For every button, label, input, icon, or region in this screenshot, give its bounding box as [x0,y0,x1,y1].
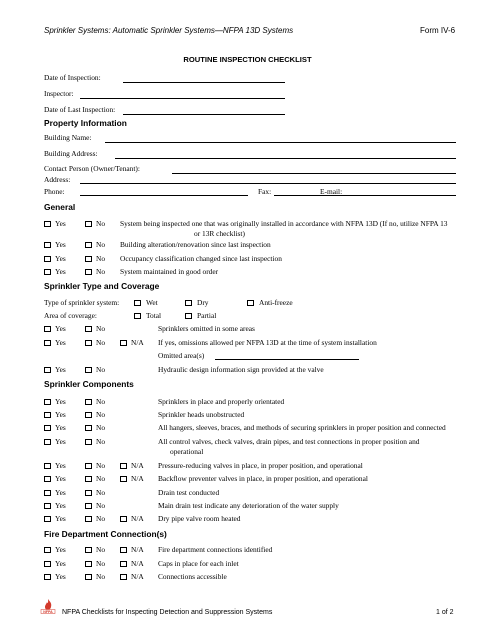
nfpa-logo-text: NFPA [43,609,53,614]
no-checkbox[interactable] [85,256,92,263]
yes-checkbox[interactable] [44,256,51,263]
na-checkbox[interactable] [120,463,127,470]
no-label: No [96,501,106,510]
no-label: No [96,338,106,347]
yes-checkbox[interactable] [44,242,51,249]
no-checkbox[interactable] [85,463,92,470]
yes-checkbox[interactable] [44,399,51,406]
na-label: N/A [131,338,144,347]
no-checkbox[interactable] [85,547,92,554]
item-text: Backflow preventer valves in place, in proper position, and operational [158,474,368,483]
no-checkbox[interactable] [85,574,92,581]
contact-person-field[interactable] [172,173,456,174]
yes-label: Yes [55,437,66,446]
yes-checkbox[interactable] [44,412,51,419]
no-checkbox[interactable] [85,516,92,523]
email-field[interactable] [349,195,456,196]
no-checkbox[interactable] [85,269,92,276]
yes-label: Yes [55,397,66,406]
yes-label: Yes [55,219,66,228]
yes-label: Yes [55,240,66,249]
no-label: No [96,254,106,263]
item-text: Hydraulic design information sign provided at the valve [158,365,324,374]
yes-label: Yes [55,501,66,510]
item-text: Sprinklers in place and properly orientated [158,397,285,406]
phone-label: Phone: [44,187,65,196]
fax-label: Fax: [258,187,272,196]
total-checkbox[interactable] [134,313,141,320]
na-checkbox[interactable] [120,516,127,523]
yes-label: Yes [55,514,66,523]
na-checkbox[interactable] [120,547,127,554]
date-of-last-inspection-label: Date of Last Inspection: [44,105,116,114]
no-checkbox[interactable] [85,412,92,419]
no-label: No [96,240,106,249]
yes-checkbox[interactable] [44,490,51,497]
no-label: No [96,410,106,419]
page-title: ROUTINE INSPECTION CHECKLIST [183,55,312,64]
no-checkbox[interactable] [85,503,92,510]
na-checkbox[interactable] [120,340,127,347]
no-checkbox[interactable] [85,340,92,347]
area-of-coverage-label: Area of coverage: [44,311,97,320]
yes-label: Yes [55,324,66,333]
yes-label: Yes [55,267,66,276]
address-label: Address: [44,175,71,184]
na-checkbox[interactable] [120,574,127,581]
no-label: No [96,219,106,228]
contact-person-label: Contact Person (Owner/Tenant): [44,164,140,173]
yes-label: Yes [55,254,66,263]
no-label: No [96,474,106,483]
yes-label: Yes [55,488,66,497]
yes-checkbox[interactable] [44,439,51,446]
yes-checkbox[interactable] [44,574,51,581]
no-checkbox[interactable] [85,561,92,568]
omitted-areas-label: Omitted area(s) [158,351,205,360]
email-label: E-mail: [320,187,343,196]
yes-checkbox[interactable] [44,463,51,470]
footer-title: NFPA Checklists for Inspecting Detection and Suppression Systems [62,609,273,616]
address-field[interactable] [80,183,456,184]
omitted-areas-field[interactable] [215,359,359,360]
inspector-field[interactable] [80,98,285,99]
dry-label: Dry [197,298,209,307]
item-text: Building alteration/renovation since last inspection [120,240,271,249]
no-label: No [96,423,106,432]
yes-checkbox[interactable] [44,476,51,483]
fdc-heading: Fire Department Connection(s) [44,529,167,539]
no-label: No [96,559,106,568]
item-text: Occupancy classification changed since last inspection [120,254,282,263]
yes-label: Yes [55,545,66,554]
building-name-field[interactable] [105,142,456,143]
yes-checkbox[interactable] [44,367,51,374]
item-text: Connections accessible [158,572,227,581]
yes-checkbox[interactable] [44,326,51,333]
item-text: Sprinklers omitted in some areas [158,324,255,333]
dry-checkbox[interactable] [185,300,192,307]
total-label: Total [146,311,162,320]
building-name-label: Building Name: [44,133,92,142]
no-label: No [96,488,106,497]
no-checkbox[interactable] [85,399,92,406]
na-checkbox[interactable] [120,476,127,483]
building-address-field[interactable] [115,158,456,159]
na-checkbox[interactable] [120,561,127,568]
na-label: N/A [131,572,144,581]
date-of-inspection-label: Date of Inspection: [44,73,101,82]
yes-checkbox[interactable] [44,503,51,510]
item-text: Drain test conducted [158,488,220,497]
no-label: No [96,437,106,446]
yes-label: Yes [55,410,66,419]
yes-checkbox[interactable] [44,269,51,276]
general-heading: General [44,202,76,212]
nfpa-logo [40,598,56,614]
no-checkbox[interactable] [85,326,92,333]
date-of-inspection-field[interactable] [123,82,285,83]
no-checkbox[interactable] [85,439,92,446]
yes-label: Yes [55,559,66,568]
no-checkbox[interactable] [85,490,92,497]
item-text: System maintained in good order [120,267,219,276]
item-text: Dry pipe valve room heated [158,514,241,523]
form-number: Form IV-6 [420,26,456,35]
running-header: Sprinkler Systems: Automatic Sprinkler Systems—NFPA 13D Systems [44,26,294,35]
na-label: N/A [131,514,144,523]
item-text: System being inspected one that was originally installed in accordance with NFPA 13D (If no, utilize NFPA 13 or 13R checklist) [120,219,448,238]
yes-checkbox[interactable] [44,340,51,347]
na-label: N/A [131,474,144,483]
item-text: Sprinkler heads unobstructed [158,410,245,419]
item-text: Caps in place for each inlet [158,559,239,568]
yes-label: Yes [55,423,66,432]
no-checkbox[interactable] [85,367,92,374]
item-text: All hangers, sleeves, braces, and methods of securing sprinklers in proper position and connected [158,423,446,432]
na-label: N/A [131,545,144,554]
yes-label: Yes [55,474,66,483]
no-label: No [96,324,106,333]
components-heading: Sprinkler Components [44,379,134,389]
na-label: N/A [131,461,144,470]
no-label: No [96,461,106,470]
partial-checkbox[interactable] [185,313,192,320]
no-checkbox[interactable] [85,242,92,249]
item-text: If yes, omissions allowed per NFPA 13D at the time of system installation [158,338,377,347]
yes-checkbox[interactable] [44,221,51,228]
item-text: All control valves, check valves, drain pipes, and test connections in proper position and operational [158,437,420,456]
no-label: No [96,514,106,523]
anti-freeze-checkbox[interactable] [247,300,254,307]
yes-checkbox[interactable] [44,561,51,568]
yes-label: Yes [55,572,66,581]
no-label: No [96,545,106,554]
page-number: 1 of 2 [436,609,454,616]
no-label: No [96,365,106,374]
no-label: No [96,397,106,406]
anti-freeze-label: Anti-freeze [259,298,293,307]
no-label: No [96,572,106,581]
no-label: No [96,267,106,276]
wet-checkbox[interactable] [134,300,141,307]
yes-checkbox[interactable] [44,516,51,523]
no-checkbox[interactable] [85,221,92,228]
inspector-label: Inspector: [44,89,74,98]
item-text: Main drain test indicate any deterioration of the water supply [158,501,339,510]
item-text: Fire department connections identified [158,545,273,554]
phone-field[interactable] [80,195,248,196]
no-checkbox[interactable] [85,476,92,483]
partial-label: Partial [197,311,217,320]
item-text: Pressure-reducing valves in place, in proper position, and operational [158,461,363,470]
type-of-system-label: Type of sprinkler system: [44,298,120,307]
yes-label: Yes [55,338,66,347]
type-coverage-heading: Sprinkler Type and Coverage [44,281,160,291]
yes-checkbox[interactable] [44,547,51,554]
building-address-label: Building Address: [44,149,98,158]
yes-label: Yes [55,461,66,470]
wet-label: Wet [146,298,158,307]
no-checkbox[interactable] [85,425,92,432]
na-label: N/A [131,559,144,568]
date-of-last-inspection-field[interactable] [123,114,285,115]
property-information-heading: Property Information [44,118,127,128]
yes-label: Yes [55,365,66,374]
yes-checkbox[interactable] [44,425,51,432]
